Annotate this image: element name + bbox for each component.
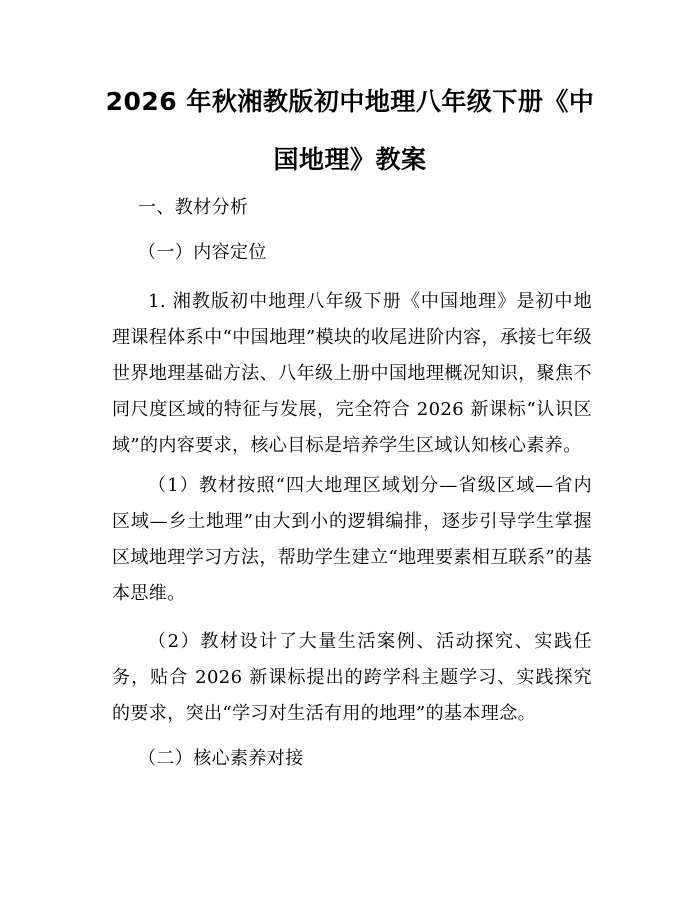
section-heading: 一、教材分析: [138, 197, 249, 218]
paragraph: 1. 湘教版初中地理八年级下册《中国地理》是初中地理课程体系中“中国地理”模块的收尾进阶内容，承接七年级世界地理基础方法、八年级上册中国地理概况知识，聚焦不同尺度区域的特征与发展，完全符合 2026 新课标“认识区域”的内容要求，核心目标是培养学生区域认知核心素养。: [112, 291, 592, 456]
paragraph: （2）教材设计了大量生活案例、活动探究、实践任务，贴合 2026 新课标提出的跨学科主题学习、实践探究的要求，突出“学习对生活有用的地理”的基本理念。: [112, 631, 592, 724]
paragraph: （1）教材按照“四大地理区域划分—省级区域—省内区域—乡土地理”由大到小的逻辑编排，逐步引导学生掌握区域地理学习方法，帮助学生建立“地理要素相互联系”的基本思维。: [112, 475, 592, 604]
subsection-heading: （二）核心素养对接: [138, 748, 304, 769]
document-title: 2026 年秋湘教版初中地理八年级下册《中国地理》教案: [105, 87, 595, 174]
subsection-heading: （一）内容定位: [138, 242, 267, 263]
